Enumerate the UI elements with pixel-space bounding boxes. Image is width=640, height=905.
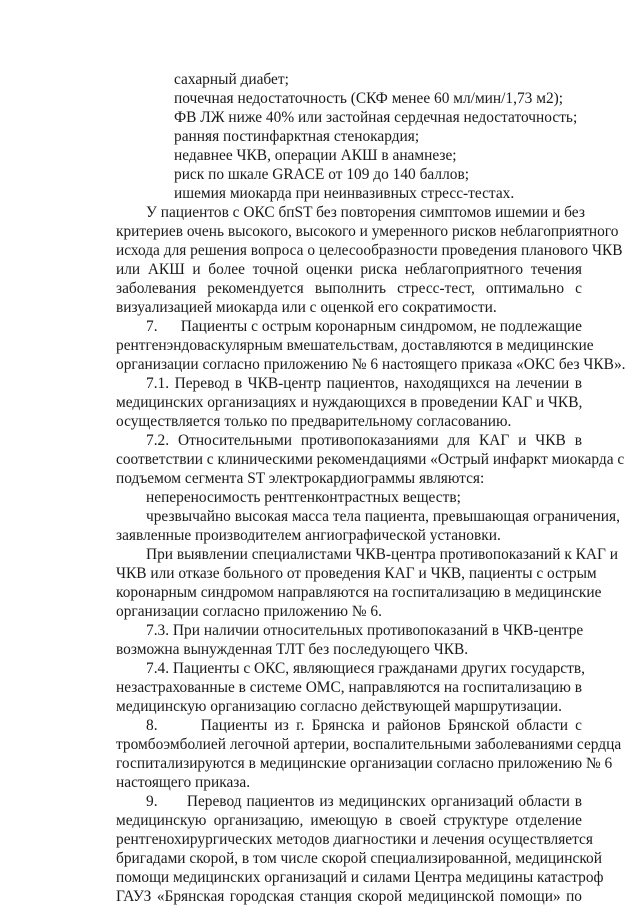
text-line: 7.2. Относительными противопоказаниями для КАГ и ЧКВ в bbox=[146, 432, 582, 449]
text-line: визуализацией миокарда или с оценкой его сократимости. bbox=[116, 299, 497, 316]
text-line: медицинскую организацию, имеющую в своей структуре отделение bbox=[116, 812, 582, 829]
text-line: чрезвычайно высокая масса тела пациента, превышающая ограничения, bbox=[146, 508, 620, 525]
text-line: медицинских организациях и нуждающихся в проведении КАГ и ЧКВ, bbox=[116, 394, 583, 411]
text-line: У пациентов с ОКС бпST без повторения симптомов ишемии и без bbox=[146, 204, 585, 221]
text-line: критериев очень высокого, высокого и умеренного рисков неблагоприятного bbox=[116, 223, 619, 240]
list-item: недавнее ЧКВ, операции АКШ в анамнезе; bbox=[174, 147, 457, 164]
list-item: сахарный диабет; bbox=[174, 71, 289, 88]
text-line: или АКШ и более точной оценки риска неблагоприятного течения bbox=[116, 261, 582, 278]
text-line: ЧКВ или отказе больного от проведения КАГ и ЧКВ, пациенты с острым bbox=[116, 565, 597, 582]
text-line: 7.3. При наличии относительных противопоказаний в ЧКВ-центре bbox=[146, 622, 584, 639]
text-line: госпитализируются в медицинские организации согласно приложению № 6 bbox=[116, 755, 613, 772]
text-line: соответствии с клиническими рекомендациями «Острый инфаркт миокарда с bbox=[116, 451, 625, 468]
text-line: рентгенохирургических методов диагностики и лечения осуществляется bbox=[116, 831, 593, 848]
text-line: незастрахованные в системе ОМС, направляются на госпитализацию в bbox=[116, 679, 582, 696]
text-line: помощи медицинских организаций и силами Центра медицины катастроф bbox=[116, 869, 604, 886]
list-item: почечная недостаточность (СКФ менее 60 мл/мин/1,73 м2); bbox=[174, 90, 564, 107]
text-line: 7. Пациенты с острым коронарным синдромом, не подлежащие bbox=[146, 318, 582, 335]
list-item: ранняя постинфарктная стенокардия; bbox=[174, 128, 420, 145]
text-line: 7.4. Пациенты с ОКС, являющиеся гражданами других государств, bbox=[146, 660, 585, 677]
text-line: осуществляется только по предварительному согласованию. bbox=[116, 413, 512, 430]
text-line: бригадами скорой, в том числе скорой специализированной, медицинской bbox=[116, 850, 602, 867]
text-line: заболевания рекомендуется выполнить стресс-тест, оптимально с bbox=[116, 280, 582, 297]
text-line: настоящего приказа. bbox=[116, 774, 251, 791]
text-line: исхода для решения вопроса о целесообразности проведения планового ЧКВ bbox=[116, 242, 623, 259]
text-line: организации согласно приложению № 6. bbox=[116, 603, 382, 620]
list-item: риск по шкале GRACE от 109 до 140 баллов; bbox=[174, 166, 469, 183]
text-line: ГАУЗ «Брянская городская станция скорой медицинской помощи» по bbox=[116, 888, 582, 905]
text-line: подъемом сегмента ST электрокардиограммы являются: bbox=[116, 470, 485, 487]
list-item: ФВ ЛЖ ниже 40% или застойная сердечная недостаточность; bbox=[174, 109, 578, 126]
text-line: организации согласно приложению № 6 настоящего приказа «ОКС без ЧКВ». bbox=[116, 356, 626, 373]
text-line: 8. Пациенты из г. Брянска и районов Брянской области с bbox=[146, 717, 582, 734]
text-line: При выявлении специалистами ЧКВ-центра противопоказаний к КАГ и bbox=[146, 546, 619, 563]
text-line: медицинскую организацию согласно действующей маршрутизации. bbox=[116, 698, 562, 715]
text-line: тромбоэмболией легочной артерии, воспалительными заболеваниями сердца bbox=[116, 736, 622, 753]
text-line: заявленные производителем ангиографической установки. bbox=[116, 527, 501, 544]
text-line: 7.1. Перевод в ЧКВ-центр пациентов, находящихся на лечении в bbox=[146, 375, 582, 392]
text-line: непереносимость рентгенконтрастных веществ; bbox=[146, 489, 461, 506]
list-item: ишемия миокарда при неинвазивных стресс-тестах. bbox=[174, 185, 515, 202]
text-line: возможна вынужденная ТЛТ без последующего ЧКВ. bbox=[116, 641, 469, 658]
text-line: коронарным синдромом направляются на госпитализацию в медицинские bbox=[116, 584, 602, 601]
text-line: рентгенэндоваскулярным вмешательствам, доставляются в медицинские bbox=[116, 337, 594, 354]
text-line: 9. Перевод пациентов из медицинских организаций области в bbox=[146, 793, 582, 810]
